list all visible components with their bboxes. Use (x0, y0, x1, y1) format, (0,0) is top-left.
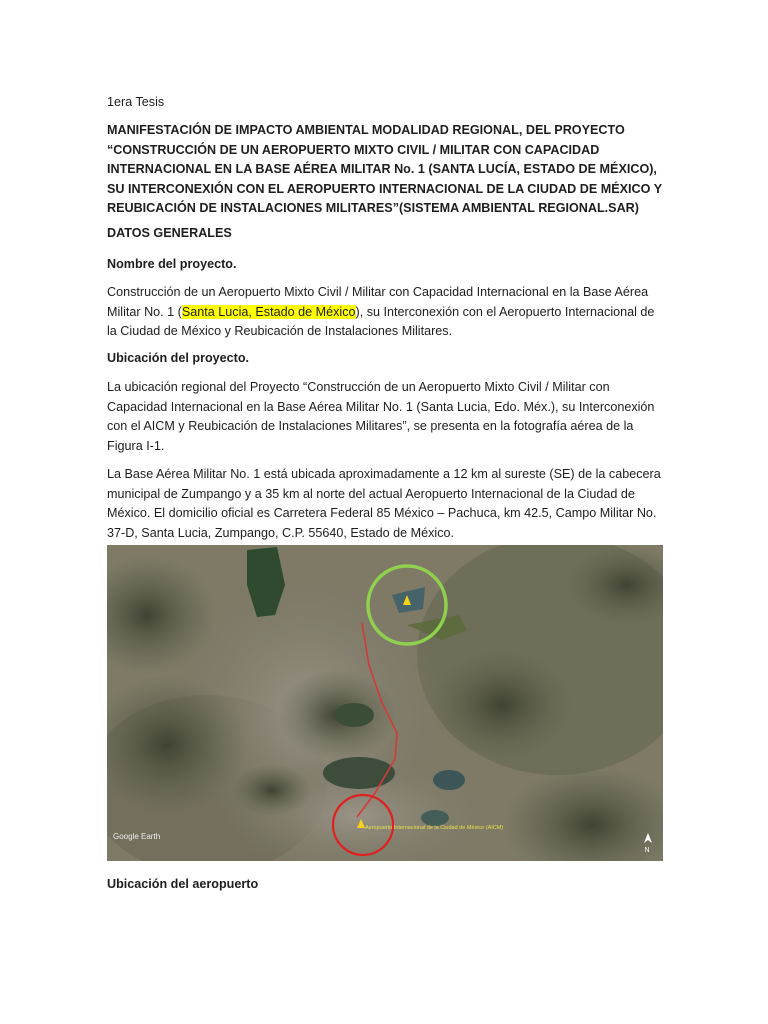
heading-project-name: Nombre del proyecto. (107, 257, 237, 271)
heading-project-location: Ubicación del proyecto. (107, 351, 250, 365)
aicm-label: Aeropuerto Internacional de la Ciudad de México (AICM) (365, 825, 504, 831)
satellite-image (107, 545, 663, 861)
document-tag: 1era Tesis (107, 95, 165, 109)
project-name-paragraph (107, 283, 663, 342)
location-paragraph-1: La ubicación regional del Proyecto “Construcción de un Aeropuerto Mixto Civil / Militar con Capacidad Internacional en la Base Aérea Militar No. 1 (Santa Lucia, Edo. Méx.), su Interconexión con el AICM y Reubicación de Instalaciones Militares”, se presenta en la fotografía aérea de la Figura I-1. (107, 380, 655, 453)
document-title: MANIFESTACIÓN DE IMPACTO AMBIENTAL MODALIDAD REGIONAL, DEL PROYECTO “CONSTRUCCIÓN DE UN AEROPUERTO MIXTO CIVIL / MILITAR CON CAPACIDAD INTERNACIONAL EN LA BASE AÉREA MILITAR No. 1 (SANTA LUCÍA, ESTADO DE MÉXICO), SU INTERCONEXIÓN CON EL AEROPUERTO INTERNACIONAL DE LA CIUDAD DE MÉXICO Y REUBICACIÓN DE INSTALACIONES MILITARES”(SISTEMA AMBIENTAL REGIONAL.SAR) (107, 123, 662, 215)
north-label: N (644, 847, 650, 854)
project-name-text-end: ), su Interconexión con el Aeropuerto Internacional de la Ciudad de México y Reubicación de Instalaciones Militares. (107, 304, 655, 338)
aerial-map-figure (107, 545, 663, 861)
project-name-text-start: Construcción de un Aeropuerto Mixto Civil / Militar con Capacidad Internacional en la Base Aérea Militar No. 1 ( (107, 285, 649, 319)
section-heading-general: DATOS GENERALES (107, 226, 232, 240)
google-earth-watermark: Google Earth (113, 832, 161, 841)
location-paragraph-2: La Base Aérea Militar No. 1 está ubicada aproximadamente a 12 km al sureste (SE) de la cabecera municipal de Zumpango y a 35 km al norte del actual Aeropuerto Internacional de la Ciudad de México. El domicilio oficial es Carretera Federal 85 México – Pachuca, km 42.5, Campo Militar No. 37-D, Santa Lucia, Zumpango, C.P. 55640, Estado de México. (107, 467, 661, 540)
figure-caption: Ubicación del aeropuerto (107, 877, 259, 891)
highlighted-location: Santa Lucia, Estado de México (181, 304, 356, 319)
